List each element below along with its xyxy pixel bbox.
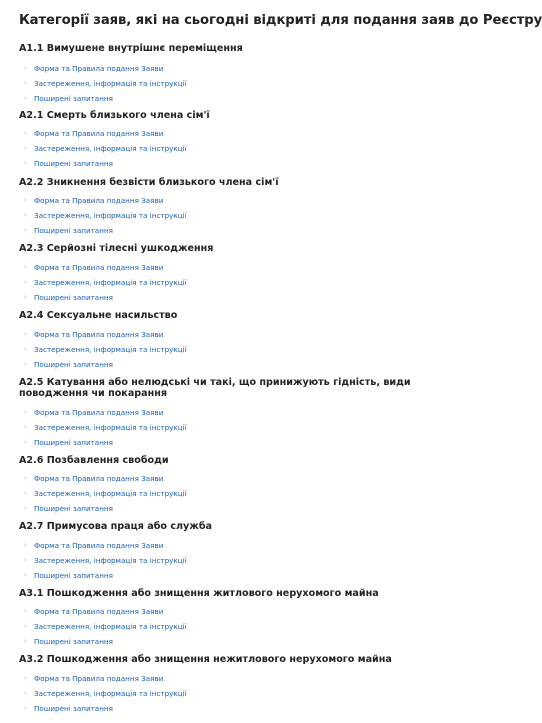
category-title: A3.1 Пошкодження або знищення житлового нерухомого майна [19, 588, 379, 599]
chevron-right-icon: › [24, 94, 27, 102]
form-link-label: Форма та Правила подання Заяви [34, 195, 164, 205]
chevron-right-icon: › [24, 607, 27, 615]
faq-link[interactable] [24, 502, 113, 514]
faq-link-label: Поширені запитання [34, 437, 113, 447]
category-title: A2.1 Смерть близького члена сім'ї [19, 110, 210, 121]
form-link-label: Форма та Правила подання Заяви [34, 128, 164, 138]
form-link[interactable] [24, 194, 163, 206]
form-link-label: Форма та Правила подання Заяви [34, 540, 164, 550]
chevron-right-icon: › [24, 423, 27, 431]
chevron-right-icon: › [24, 64, 27, 72]
category-title: A3.2 Пошкодження або знищення нежитлового нерухомого майна [19, 654, 392, 665]
chevron-right-icon: › [24, 541, 27, 549]
faq-link-label: Поширені запитання [34, 359, 113, 369]
faq-link-label: Поширені запитання [34, 225, 113, 235]
chevron-right-icon: › [24, 504, 27, 512]
warnings-link-label: Застереження, інформація та інструкції [34, 143, 187, 153]
faq-link-label: Поширені запитання [34, 292, 113, 302]
category-title: A2.4 Сексуальне насильство [19, 310, 178, 321]
chevron-right-icon: › [24, 196, 27, 204]
chevron-right-icon: › [24, 226, 27, 234]
category-title: A2.2 Зникнення безвісти близького члена сім'ї [19, 177, 279, 188]
chevron-right-icon: › [24, 622, 27, 630]
warnings-link-label: Застереження, інформація та інструкції [34, 210, 187, 220]
chevron-right-icon: › [24, 345, 27, 353]
chevron-right-icon: › [24, 637, 27, 645]
form-link[interactable] [24, 472, 163, 484]
warnings-link[interactable] [24, 77, 187, 89]
warnings-link[interactable] [24, 142, 187, 154]
warnings-link-label: Застереження, інформація та інструкції [34, 344, 187, 354]
chevron-right-icon: › [24, 674, 27, 682]
faq-link-label: Поширені запитання [34, 703, 113, 713]
faq-link-label: Поширені запитання [34, 570, 113, 580]
chevron-right-icon: › [24, 159, 27, 167]
form-link-label: Форма та Правила подання Заяви [34, 673, 164, 683]
faq-link[interactable] [24, 291, 113, 303]
form-link-label: Форма та Правила подання Заяви [34, 63, 164, 73]
chevron-right-icon: › [24, 474, 27, 482]
chevron-right-icon: › [24, 293, 27, 301]
faq-link[interactable] [24, 436, 113, 448]
warnings-link[interactable] [24, 554, 187, 566]
warnings-link-label: Застереження, інформація та інструкції [34, 621, 187, 631]
form-link-label: Форма та Правила подання Заяви [34, 407, 164, 417]
warnings-link[interactable] [24, 276, 187, 288]
faq-link[interactable] [24, 702, 113, 714]
form-link[interactable] [24, 127, 163, 139]
form-link-label: Форма та Правила подання Заяви [34, 606, 164, 616]
warnings-link[interactable] [24, 343, 187, 355]
warnings-link-label: Застереження, інформація та інструкції [34, 422, 187, 432]
faq-link[interactable] [24, 157, 113, 169]
page-title: Категорії заяв, які на сьогодні відкриті для подання заяв до Реєстру [19, 13, 542, 28]
form-link[interactable] [24, 605, 163, 617]
chevron-right-icon: › [24, 129, 27, 137]
faq-link[interactable] [24, 635, 113, 647]
faq-link-label: Поширені запитання [34, 93, 113, 103]
category-title: A2.5 Катування або нелюдські чи такі, що принижують гідність, види поводження чи покарання [19, 377, 411, 399]
form-link[interactable] [24, 406, 163, 418]
chevron-right-icon: › [24, 330, 27, 338]
faq-link-label: Поширені запитання [34, 636, 113, 646]
chevron-right-icon: › [24, 360, 27, 368]
faq-link-label: Поширені запитання [34, 503, 113, 513]
form-link[interactable] [24, 261, 163, 273]
warnings-link[interactable] [24, 620, 187, 632]
warnings-link[interactable] [24, 209, 187, 221]
warnings-link-label: Застереження, інформація та інструкції [34, 555, 187, 565]
category-title: A2.6 Позбавлення свободи [19, 455, 169, 466]
chevron-right-icon: › [24, 556, 27, 564]
chevron-right-icon: › [24, 144, 27, 152]
warnings-link[interactable] [24, 487, 187, 499]
chevron-right-icon: › [24, 79, 27, 87]
chevron-right-icon: › [24, 689, 27, 697]
form-link-label: Форма та Правила подання Заяви [34, 473, 164, 483]
chevron-right-icon: › [24, 278, 27, 286]
chevron-right-icon: › [24, 211, 27, 219]
warnings-link-label: Застереження, інформація та інструкції [34, 78, 187, 88]
warnings-link[interactable] [24, 687, 187, 699]
warnings-link-label: Застереження, інформація та інструкції [34, 277, 187, 287]
faq-link[interactable] [24, 224, 113, 236]
form-link[interactable] [24, 539, 163, 551]
category-title: A1.1 Вимушене внутрішнє переміщення [19, 43, 243, 54]
form-link-label: Форма та Правила подання Заяви [34, 262, 164, 272]
form-link-label: Форма та Правила подання Заяви [34, 329, 164, 339]
warnings-link-label: Застереження, інформація та інструкції [34, 688, 187, 698]
chevron-right-icon: › [24, 571, 27, 579]
warnings-link-label: Застереження, інформація та інструкції [34, 488, 187, 498]
chevron-right-icon: › [24, 489, 27, 497]
faq-link[interactable] [24, 92, 113, 104]
faq-link[interactable] [24, 569, 113, 581]
faq-link[interactable] [24, 358, 113, 370]
chevron-right-icon: › [24, 438, 27, 446]
chevron-right-icon: › [24, 408, 27, 416]
form-link[interactable] [24, 328, 163, 340]
form-link[interactable] [24, 62, 163, 74]
chevron-right-icon: › [24, 704, 27, 712]
category-title: A2.3 Серйозні тілесні ушкодження [19, 243, 214, 254]
warnings-link[interactable] [24, 421, 187, 433]
chevron-right-icon: › [24, 263, 27, 271]
faq-link-label: Поширені запитання [34, 158, 113, 168]
form-link[interactable] [24, 672, 163, 684]
category-title: A2.7 Примусова праця або служба [19, 521, 213, 532]
